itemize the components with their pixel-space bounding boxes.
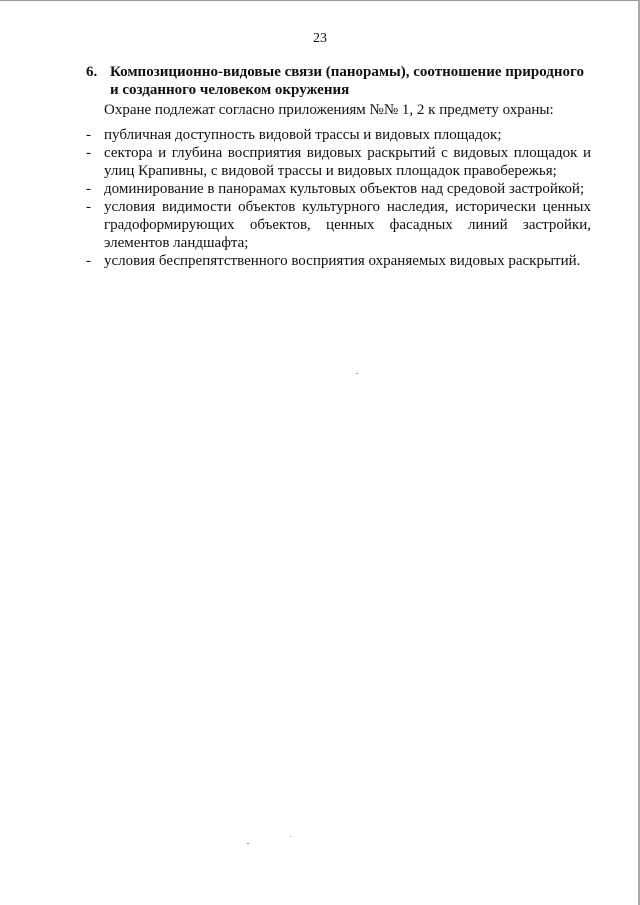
list-bullet: -	[86, 253, 91, 269]
list-item-text: условия видимости объектов культурного наследия, исторически ценных	[104, 199, 591, 215]
list-item-text: градоформирующих объектов, ценных фасадных линий застройки,	[104, 217, 591, 233]
list-bullet: -	[86, 145, 91, 161]
page-number: 23	[313, 31, 327, 46]
scan-speck	[290, 836, 291, 837]
scan-speck	[247, 843, 249, 844]
list-item	[86, 252, 591, 270]
list-bullet: -	[86, 181, 91, 197]
list-item-text: публичная доступность видовой трассы и видовых площадок;	[104, 127, 502, 143]
scan-speck	[356, 373, 358, 374]
section-title-line-2: и созданного человеком окружения	[110, 82, 350, 98]
protection-list	[86, 126, 591, 270]
list-item-text: доминирование в панорамах культовых объектов над средовой застройкой;	[104, 181, 585, 197]
section-intro: Охране подлежат согласно приложениям №№ 1, 2 к предмету охраны:	[104, 102, 554, 118]
list-item-text: элементов ландшафта;	[104, 235, 249, 251]
section-number: 6.	[86, 64, 98, 80]
list-item-text: улиц Крапивны, с видовой трассы и видовых площадок правобережья;	[104, 163, 557, 179]
scan-edge-top	[0, 0, 640, 1]
list-item	[86, 180, 591, 198]
list-item	[86, 198, 591, 252]
list-bullet: -	[86, 127, 91, 143]
list-item	[86, 144, 591, 180]
list-item-text: сектора и глубина восприятия видовых раскрытий с видовых площадок и	[104, 145, 591, 161]
section-title-line-1: Композиционно-видовые связи (панорамы), соотношение природного	[110, 64, 584, 80]
list-bullet: -	[86, 199, 91, 215]
list-item-text: условия беспрепятственного восприятия охраняемых видовых раскрытий.	[104, 253, 581, 269]
list-item	[86, 126, 591, 144]
